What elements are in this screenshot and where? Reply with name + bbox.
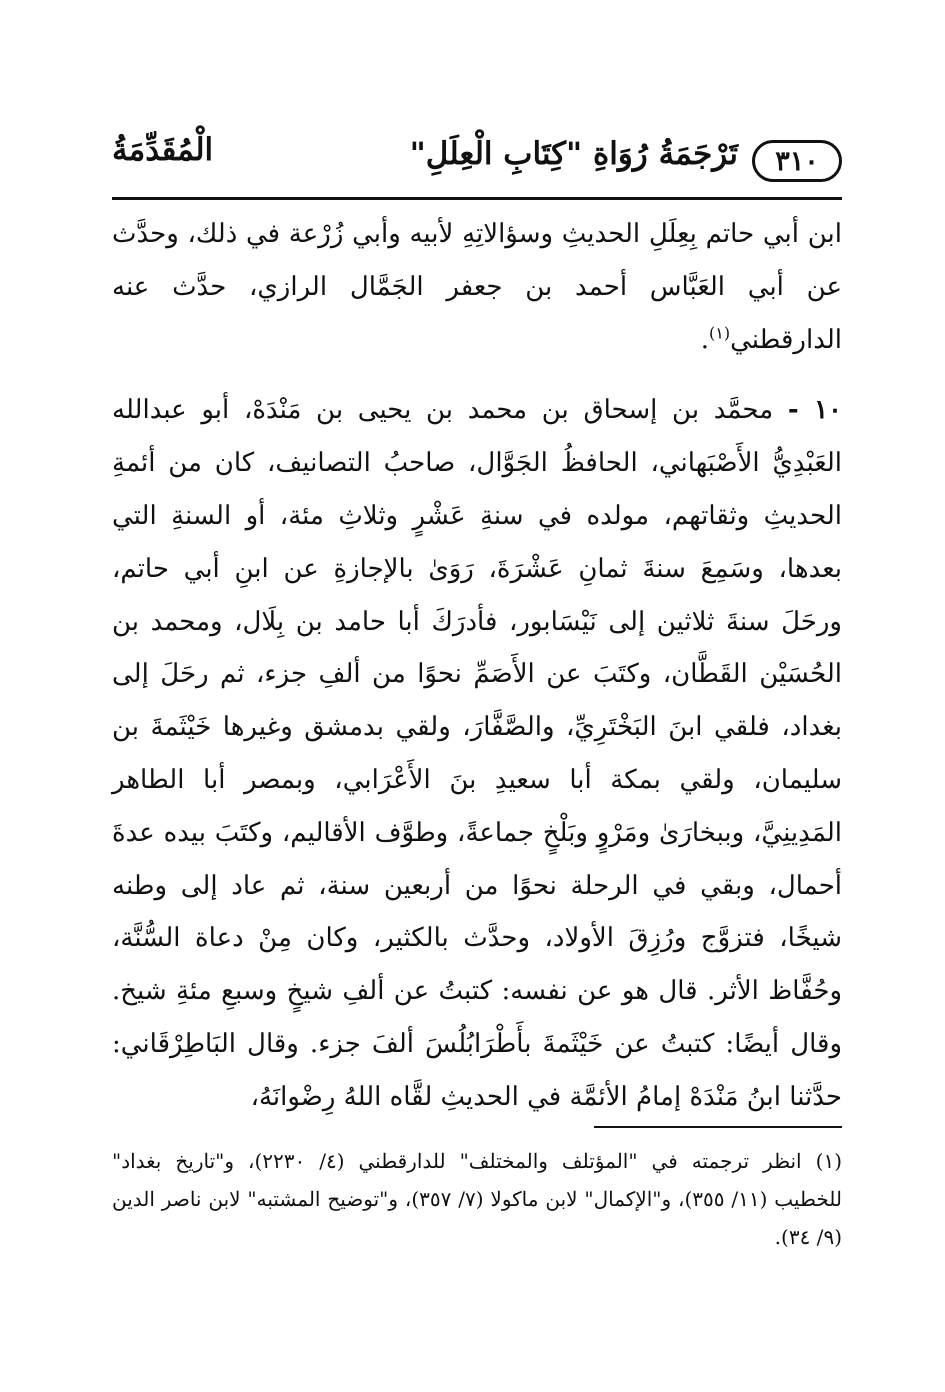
footnotes — [112, 1142, 842, 1256]
biography-entry — [112, 384, 842, 1123]
footnote-text: انظر ترجمته في "المؤتلف والمختلف" للدارقطني (٤/ ٢٢٣٠)، و"تاريخ بغداد" للخطيب (١١/ ٣٥٥)، و"الإكمال" لابن ماكولا (٧/ ٣٥٧)، و"توضيح المشتبه" لابن ناصر الدين (٩/ ٣٤). — [112, 1149, 842, 1249]
paragraph-1-text: ابن أبي حاتم بِعِلَلِ الحديثِ وسؤالاتِهِ لأبيه وأبي زُرْعة في ذلك، وحدَّث عن أبي العَبَّاس أحمد بن جعفر الجَمَّال الرازي، حدَّث عنه الدارقطني — [112, 219, 842, 355]
footnote-reference: (١) — [709, 322, 731, 342]
entry-number: ١٠ - — [787, 395, 843, 426]
running-title: تَرْجَمَةُ رُوَاةِ "كِتَابِ الْعِلَلِ" — [409, 136, 738, 172]
main-text — [112, 208, 842, 1124]
header-rule — [112, 197, 842, 200]
page-number: ٣١٠ — [752, 140, 842, 182]
footnote-marker: (١) — [815, 1149, 842, 1173]
footnote-item — [112, 1142, 842, 1256]
page-header — [112, 128, 842, 192]
paragraph-continuation — [112, 208, 842, 366]
biography-text: محمَّد بن إسحاق بن محمد بن يحيى بن مَنْدَهْ، أبو عبدالله العَبْدِيُّ الأَصْبَهاني، الحافظُ الجَوَّال، صاحبُ التصانيف، كان من أئمةِ الحديثِ وثقاتهم، مولده في سنةِ عَشْرٍ وثلاثِ مئة، أو السنةِ التي بعدها، وسَمِعَ سنةَ ثمانِ عَشْرَةَ، رَوَىٰ بالإجازةِ عن ابنِ أبي حاتم، ورحَلَ سنةَ ثلاثين إلى نَيْسَابور، فأدرَكَ أبا حامد بن بِلَال، ومحمد بن الحُسَيْن القَطَّان، وكتَبَ عن الأَصَمِّ نحوًا من ألفِ جزء، ثم رحَلَ إلى بغداد، فلقي ابنَ البَخْتَرِيِّ، والصَّفَّارَ، ولقي بدمشق وغيرها خَيْثَمةَ بن سليمان، ولقي بمكة أبا سعيدِ بنَ الأَعْرَابي، وبمصر أبا الطاهر المَدِينِيَّ، وببخارَىٰ ومَرْوٍ وبَلْخٍ جماعةً، وطوَّف الأقاليم، وكتَبَ بيده عدةَ أحمال، وبقي في الرحلة نحوًا من أربعين سنة، ثم عاد إلى وطنه شيخًا، فتزوَّج ورُزِقَ الأولاد، وحدَّث بالكثير، وكان مِنْ دعاة السُّنَّة، وحُفَّاظ الأثر. قال هو عن نفسه: كتبتُ عن ألفِ شيخٍ وسبعِ مئةِ شيخ. وقال أيضًا: كتبتُ عن خَيْثَمةَ بأَطْرَابُلُسَ ألفَ جزء. وقال البَاطِرْقَاني: حدَّثنا ابنُ مَنْدَهْ إمامُ الأئمَّة في الحديثِ لقَّاه اللهُ رِضْوانَهُ، — [112, 395, 842, 1112]
paragraph-1-end: . — [700, 324, 710, 355]
section-name: الْمُقَدِّمَةُ — [112, 132, 214, 168]
footnote-separator — [594, 1126, 842, 1128]
